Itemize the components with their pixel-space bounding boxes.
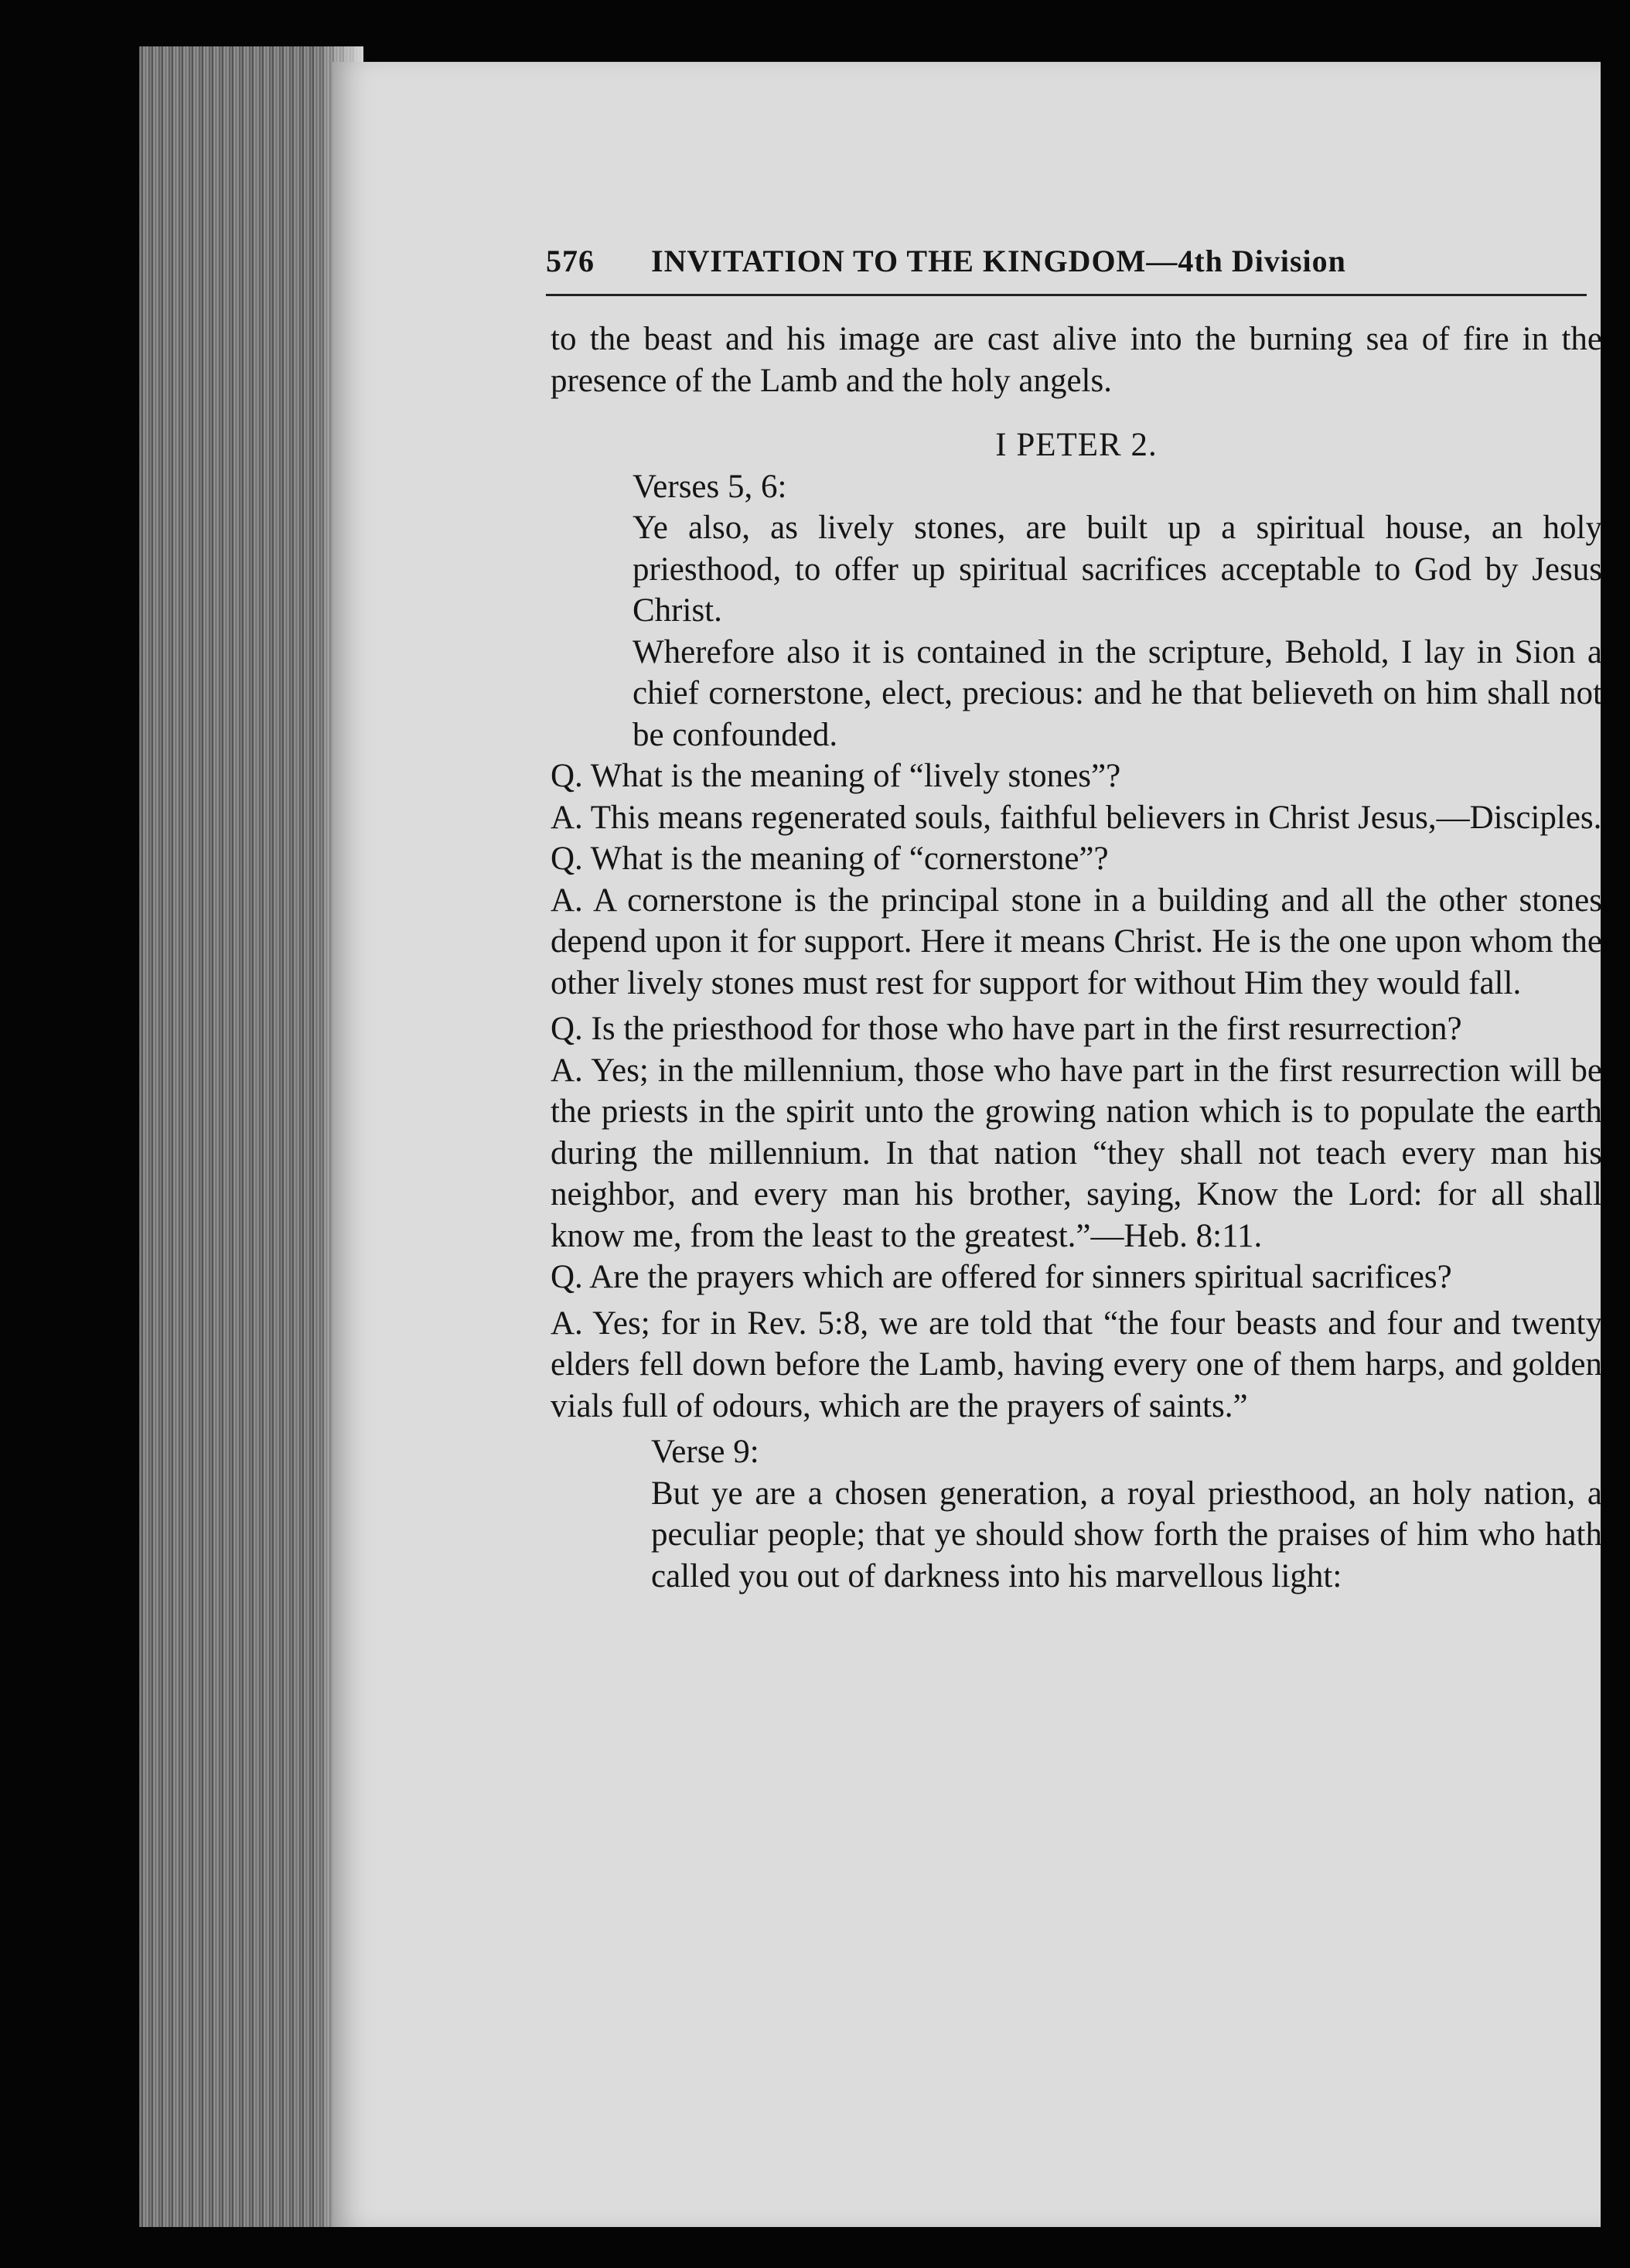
question: Q. What is the meaning of “cornerstone”? xyxy=(551,841,1109,877)
answer: A. Yes; for in Rev. 5:8, we are told that “the four beasts and four and twenty elders fell down before the Lamb, having every one of them harps, and golden vials full of odours, which are the prayers of saints.” xyxy=(551,1305,1602,1424)
verse-quote: Wherefore also it is contained in the scripture, Behold, I lay in Sion a chief cornerstone, elect, precious: and he that believeth on him shall not be confounded. xyxy=(633,633,1602,753)
page-stack-edge xyxy=(139,46,363,2227)
running-header xyxy=(546,240,1582,288)
running-title: INVITATION TO THE KINGDOM—4th Division xyxy=(651,244,1346,278)
verses-label: Verse 9: xyxy=(651,1434,759,1470)
verse-quote: Ye also, as lively stones, are built up a spiritual house, an holy priesthood, to offer up spiritual sacrifices acceptable to God by Jesus Christ. xyxy=(633,510,1602,629)
verses-label: Verses 5, 6: xyxy=(633,468,787,505)
header-rule xyxy=(546,294,1587,296)
paragraph-continuation: to the beast and his image are cast alive into the burning sea of fire in the presence of the Lamb and the holy angels. xyxy=(551,321,1602,399)
page-body xyxy=(551,319,1602,1597)
question: Q. Are the prayers which are offered for sinners spiritual sacrifices? xyxy=(551,1259,1452,1295)
page-number: 576 xyxy=(546,244,595,278)
answer: A. A cornerstone is the principal stone in a building and all the other stones depend upon it for support. Here it means Christ. He is the one upon whom the other lively stones must rest for support for without Him they would fall. xyxy=(551,882,1602,1001)
answer: A. Yes; in the millennium, those who have part in the first resurrection will be the priests in the spirit unto the growing nation which is to populate the earth during the millennium. In that nation “they shall not teach every man his neighbor, and every man his brother, saying, Know the Lord: for all shall know me, from the least to the greatest.”—Heb. 8:11. xyxy=(551,1052,1602,1254)
question: Q. Is the priesthood for those who have part in the first resurrection? xyxy=(551,1011,1462,1047)
answer: A. This means regenerated souls, faithful believers in Christ Jesus,—Disciples. xyxy=(551,799,1602,836)
section-heading: I PETER 2. xyxy=(995,427,1158,463)
question: Q. What is the meaning of “lively stones”? xyxy=(551,758,1121,794)
verse-quote: But ye are a chosen generation, a royal priesthood, an holy nation, a peculiar people; that ye should show forth the praises of him who hath called you out of darkness into his marvellous light: xyxy=(651,1475,1602,1594)
